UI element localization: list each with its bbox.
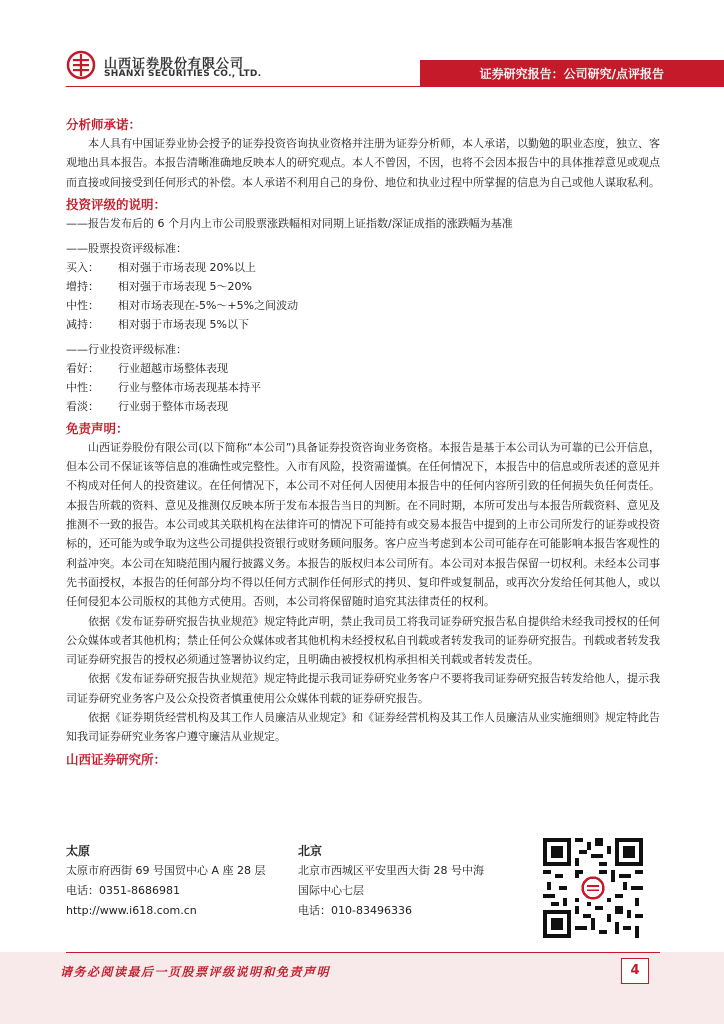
beijing-address-line-2: 国际中心七层 (298, 884, 364, 897)
rating-name: 中性： (66, 298, 99, 312)
rating-name: 买入： (66, 260, 99, 274)
qr-code-icon (543, 838, 643, 938)
stock-rating-row (66, 315, 660, 334)
company-name-cn: 山西证券股份有限公司 (104, 57, 245, 72)
rating-title: 投资评级的说明： (66, 196, 167, 212)
stock-rating-row (66, 258, 660, 277)
rating-desc: 相对弱于市场表现 5%以下 (118, 317, 249, 331)
rating-desc: 相对市场表现在-5%～+5%之间波动 (118, 298, 299, 312)
disclaimer-paragraph-1: 山西证券股份有限公司(以下简称“本公司”)具备证券投资咨询业务资格。本报告是基于本公司认为可靠的已公开信息，但本公司不保证该等信息的准确性或完整性。入市有风险，投资需谨慎。在任何情况下，本报告中的信息或所表述的意见并不构成对任何人的投资建议。在任何情况下，本公司不对任何人因使用本报告中的任何内容所引致的任何损失负任何责任。本报告所载的资料、意见及推测仅反映本所于发布本报告当日的判断。在不同时期，本所可发出与本报告所载资料、意见及推测不一致的报告。本公司或其关联机构在法律许可的情况下可能持有或交易本报告中提到的上市公司所发行的证券或投资标的，还可能为或争取为这些公司提供投资银行或财务顾问服务。客户应当考虑到本公司可能存在可能影响本报告客观性的利益冲突。本公司在知晓范围内履行披露义务。本报告的版权归本公司所有。本公司对本报告保留一切权利。未经本公司事先书面授权，本报告的任何部分均不得以任何方式制作任何形式的拷贝、复印件或复制品，或再次分发给任何其他人，或以任何侵犯本公司版权的其他方式使用。否则，本公司将保留随时追究其法律责任的权利。 (66, 440, 660, 609)
stock-rating-header: ——股票投资评级标准： (66, 241, 187, 255)
stock-rating-row (66, 277, 660, 296)
industry-rating-row (66, 359, 660, 378)
commitment-text: 本人具有中国证券业协会授予的证券投资咨询执业资格并注册为证券分析师，本人承诺，以勤勉的职业态度，独立、客观地出具本报告。本报告清晰准确地反映本人的研究观点。本人不曾因，不因，也将不会因本报告中的具体推荐意见或观点而直接或间接受到任何形式的补偿。本人承诺不利用自己的身份、地位和执业过程中所掌握的信息为自己或他人谋取私利。 (66, 137, 660, 189)
main-content (66, 112, 660, 769)
footer-notice: 请务必阅读最后一页股票评级说明和免责声明 (60, 965, 331, 979)
stock-rating-row (66, 296, 660, 315)
disclaimer-title: 免责声明： (66, 420, 129, 436)
rating-name: 减持： (66, 317, 99, 331)
rating-desc: 行业超越市场整体表现 (118, 361, 228, 375)
industry-rating-row (66, 378, 660, 397)
footer-divider (66, 952, 660, 953)
beijing-city: 北京 (298, 844, 323, 858)
commitment-title: 分析师承诺： (66, 117, 142, 132)
rating-desc: 行业弱于整体市场表现 (118, 399, 228, 413)
rating-name: 增持： (66, 279, 99, 293)
rating-desc: 相对强于市场表现 5～20% (118, 279, 252, 293)
shanxi-securities-logo-icon (66, 50, 96, 80)
industry-rating-header: ——行业投资评级标准： (66, 342, 187, 356)
rating-name: 看好： (66, 361, 99, 375)
disclaimer-paragraph-2: 依据《发布证券研究报告执业规范》规定特此声明，禁止我司员工将我司证券研究报告私自提供给未经我司授权的任何公众媒体或者其他机构；禁止任何公众媒体或者其他机构未经授权私自刊载或者转发我司的证券研究报告。刊载或者转发我司证券研究报告的授权必须通过签署协议约定，且明确由被授权机构承担相关刊载或者转发责任。 (66, 614, 660, 667)
taiyuan-phone: 电话：0351-8686981 (66, 884, 180, 897)
taiyuan-city: 太原 (66, 844, 91, 858)
rating-desc: 行业与整体市场表现基本持平 (118, 380, 261, 394)
header-divider (66, 86, 724, 87)
beijing-phone: 电话：010-83496336 (298, 904, 412, 917)
page-number: 4 (621, 958, 649, 984)
disclaimer-paragraph-3: 依据《发布证券研究报告执业规范》规定特此提示我司证券研究业务客户不要将我司证券研究报告转发给他人，提示我司证券研究业务客户及公众投资者慎重使用公众媒体刊载的证券研究报告。 (66, 672, 660, 705)
company-name-en: SHANXI SECURITIES CO., LTD. (104, 69, 262, 79)
rating-desc: 相对强于市场表现 20%以上 (118, 260, 256, 274)
industry-rating-row (66, 397, 660, 416)
page-footer (0, 952, 724, 1024)
taiyuan-contact (66, 842, 266, 921)
beijing-address-line-1: 北京市西城区平安里西大街 28 号中海 (298, 864, 484, 877)
report-type-label: 证券研究报告：公司研究/点评报告 (479, 67, 664, 81)
institute-title: 山西证券研究所： (66, 751, 167, 767)
report-type-banner (420, 60, 724, 86)
website-link[interactable]: http://www.i618.com.cn (66, 904, 197, 917)
taiyuan-address: 太原市府西街 69 号国贸中心 A 座 28 层 (66, 864, 266, 877)
beijing-contact (298, 842, 484, 921)
rating-basis: ——报告发布后的 6 个月内上市公司股票涨跌幅相对同期上证指数/深证成指的涨跌幅为基准 (66, 216, 513, 230)
rating-name: 中性： (66, 380, 99, 394)
disclaimer-paragraph-4: 依据《证券期货经营机构及其工作人员廉洁从业规定》和《证券经营机构及其工作人员廉洁从业实施细则》规定特此告知我司证券研究业务客户遵守廉洁从业规定。 (66, 711, 660, 744)
rating-name: 看淡： (66, 399, 99, 413)
page-header (0, 0, 724, 92)
